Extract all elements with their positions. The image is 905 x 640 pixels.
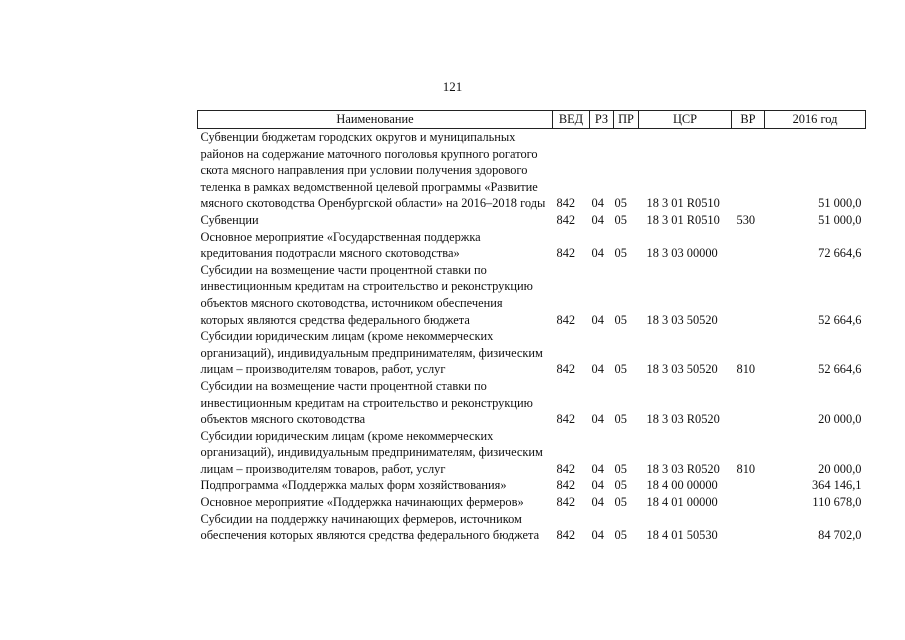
- row-vr: [732, 229, 765, 262]
- row-ved: 842: [556, 362, 576, 377]
- row-name: Основное мероприятие «Поддержка начинающих фермеров»: [200, 495, 524, 510]
- row-pr: 05: [614, 461, 627, 476]
- row-pr: 05: [614, 246, 627, 261]
- row-amount: 84 702,0: [818, 528, 862, 543]
- row-csr: 18 3 03 R0520: [646, 412, 720, 427]
- row-amount: 51 000,0: [818, 196, 862, 211]
- row-vr: [732, 511, 765, 544]
- row-vr: [732, 477, 765, 494]
- row-csr: 18 3 03 50520: [646, 362, 718, 377]
- row-name: Субсидии юридическим лицам (кроме некоммерческих организаций), индивидуальным предпринимателям, физическим лицам – производителям товаров, работ, услуг: [200, 329, 543, 377]
- row-csr: 18 3 01 R0510: [646, 196, 720, 211]
- row-vr: 810: [736, 461, 756, 476]
- table-header: [198, 111, 866, 129]
- row-rz: 04: [591, 412, 604, 427]
- row-vr: [732, 378, 765, 428]
- row-pr: 05: [614, 412, 627, 427]
- row-vr: [732, 494, 765, 511]
- row-ved: 842: [556, 461, 576, 476]
- table-row: [198, 129, 866, 212]
- row-name: Подпрограмма «Поддержка малых форм хозяйствования»: [200, 478, 507, 493]
- row-name: Субсидии на поддержку начинающих фермеров, источником обеспечения которых являются средства федерального бюджета: [200, 511, 540, 543]
- row-rz: 04: [591, 461, 604, 476]
- table-row: [198, 229, 866, 262]
- row-name: Субсидии юридическим лицам (кроме некоммерческих организаций), индивидуальным предпринимателям, физическим лицам – производителям товаров, работ, услуг: [200, 428, 543, 476]
- table-body: [198, 129, 866, 544]
- header-row: [198, 111, 866, 129]
- table-row: [198, 378, 866, 428]
- row-rz: 04: [591, 312, 604, 327]
- header-ved: ВЕД: [553, 111, 590, 129]
- row-amount: 72 664,6: [818, 246, 862, 261]
- table-row: [198, 328, 866, 378]
- row-ved: 842: [556, 478, 576, 493]
- row-csr: 18 3 01 R0510: [646, 212, 720, 227]
- page-number: 121: [442, 79, 463, 94]
- row-rz: 04: [591, 528, 604, 543]
- row-ved: 842: [556, 495, 576, 510]
- row-vr: 530: [736, 212, 756, 227]
- row-ved: 842: [556, 412, 576, 427]
- row-pr: 05: [614, 495, 627, 510]
- row-vr: [732, 129, 765, 212]
- row-ved: 842: [556, 528, 576, 543]
- row-name: Субсидии на возмещение части процентной ставки по инвестиционным кредитам на строительство и реконструкцию объектов мясного скотоводства, источником обеспечения которых являются средства федерального бюджета: [200, 262, 533, 327]
- row-rz: 04: [591, 212, 604, 227]
- row-pr: 05: [614, 362, 627, 377]
- row-name: Субвенции: [200, 212, 259, 227]
- row-ved: 842: [556, 246, 576, 261]
- row-ved: 842: [556, 212, 576, 227]
- row-amount: 20 000,0: [818, 461, 862, 476]
- row-ved: 842: [556, 312, 576, 327]
- table-row: [198, 477, 866, 494]
- budget-table: [197, 110, 866, 544]
- row-pr: 05: [614, 478, 627, 493]
- row-csr: 18 4 01 50530: [646, 528, 718, 543]
- row-csr: 18 4 01 00000: [646, 495, 718, 510]
- table-row: [198, 494, 866, 511]
- row-amount: 110 678,0: [812, 495, 862, 510]
- row-pr: 05: [614, 528, 627, 543]
- table-row: [198, 212, 866, 229]
- row-amount: 52 664,6: [818, 362, 862, 377]
- header-vr: ВР: [732, 111, 765, 129]
- header-pr: ПР: [614, 111, 639, 129]
- row-rz: 04: [591, 196, 604, 211]
- row-csr: 18 3 03 50520: [646, 312, 718, 327]
- row-name: Основное мероприятие «Государственная поддержка кредитования подотрасли мясного скотоводства»: [200, 229, 481, 261]
- table-row: [198, 262, 866, 328]
- header-name: Наименование: [198, 111, 553, 129]
- row-pr: 05: [614, 196, 627, 211]
- row-amount: 20 000,0: [818, 412, 862, 427]
- header-rz: РЗ: [590, 111, 614, 129]
- row-rz: 04: [591, 246, 604, 261]
- header-csr: ЦСР: [639, 111, 732, 129]
- row-vr: [732, 262, 765, 328]
- row-rz: 04: [591, 478, 604, 493]
- row-amount: 52 664,6: [818, 312, 862, 327]
- row-ved: 842: [556, 196, 576, 211]
- row-csr: 18 3 03 00000: [646, 246, 718, 261]
- row-amount: 51 000,0: [818, 212, 862, 227]
- row-rz: 04: [591, 495, 604, 510]
- row-pr: 05: [614, 212, 627, 227]
- row-amount: 364 146,1: [811, 478, 862, 493]
- row-name: Субвенции бюджетам городских округов и муниципальных районов на содержание маточного поголовья крупного рогатого скота мясного направления при условии получения здорового теленка в рамках ведомственной целевой программы «Развитие мясного скотоводства Оренбургской области» на 2016–2018 годы: [200, 130, 546, 211]
- row-pr: 05: [614, 312, 627, 327]
- table-row: [198, 428, 866, 478]
- row-vr: 810: [736, 362, 756, 377]
- budget-table-container: [197, 110, 865, 544]
- table-row: [198, 511, 866, 544]
- row-name: Субсидии на возмещение части процентной ставки по инвестиционным кредитам на строительство и реконструкцию объектов мясного скотоводства: [200, 378, 533, 427]
- row-rz: 04: [591, 362, 604, 377]
- row-csr: 18 3 03 R0520: [646, 461, 720, 476]
- header-year: 2016 год: [765, 111, 866, 129]
- row-csr: 18 4 00 00000: [646, 478, 718, 493]
